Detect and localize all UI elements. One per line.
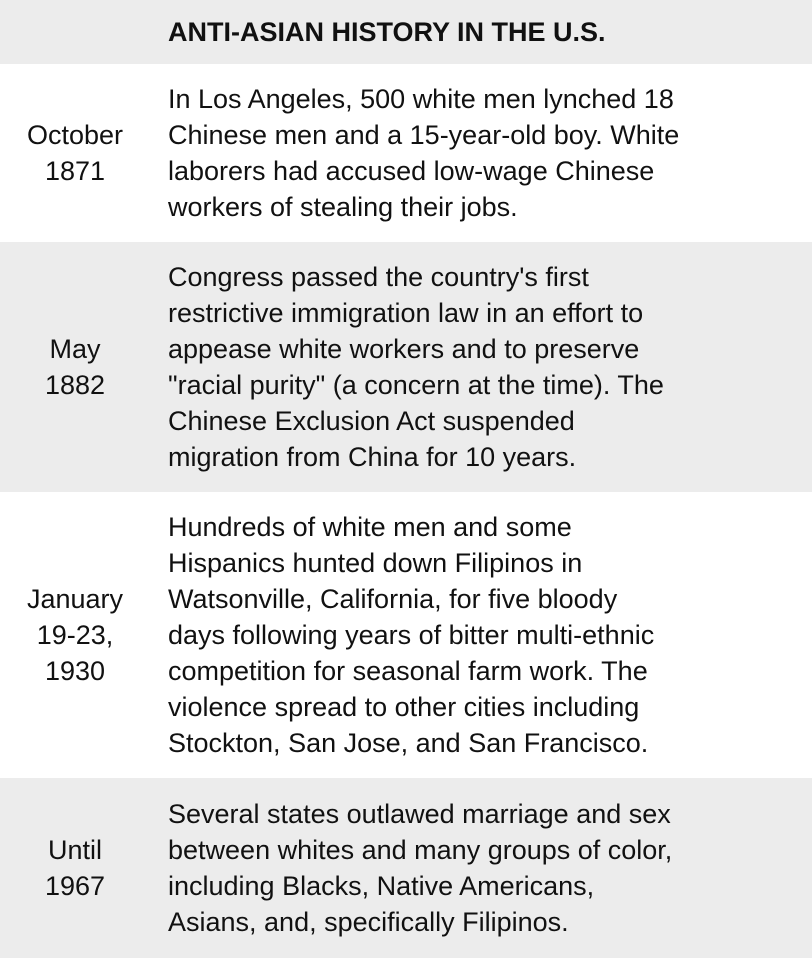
event-description-line: "racial purity" (a concern at the time). The [168,370,664,400]
event-description-line: Watsonville, California, for five bloody [168,584,618,614]
event-description [150,81,812,225]
event-date-line: 1967 [44,871,106,901]
event-description [150,796,812,940]
event-description-line: Stockton, San Jose, and San Francisco. [168,728,649,758]
event-description [150,509,812,761]
event-description-line: Hundreds of white men and some [168,512,572,542]
event-description-line: laborers had accused low-wage Chinese [168,156,655,186]
event-description-line: Several states outlawed marriage and sex [168,799,671,829]
table-row [0,242,812,492]
event-date-line: May [49,334,101,364]
event-description-line: competition for seasonal farm work. The [168,656,648,686]
table-row [0,778,812,958]
table-title: ANTI-ASIAN HISTORY IN THE U.S. [168,17,606,47]
event-date [0,117,150,189]
event-description-line: appease white workers and to preserve [168,334,640,364]
event-date [0,832,150,904]
event-description-line: workers of stealing their jobs. [168,192,518,222]
event-description-line: violence spread to other cities including [168,692,640,722]
event-date-line: January [26,584,124,614]
event-description-line: days following years of bitter multi-ethnic [168,620,655,650]
event-date-line: 1930 [44,656,106,686]
event-date [0,331,150,403]
event-description-line: Asians, and, specifically Filipinos. [168,907,569,937]
event-date-line: 1882 [44,370,106,400]
table-header-row [0,0,812,64]
event-description-line: Chinese men and a 15-year-old boy. White [168,120,680,150]
event-date [0,581,150,689]
event-date-line: Until [47,835,102,865]
event-description-line: migration from China for 10 years. [168,442,577,472]
event-description-line: Hispanics hunted down Filipinos in [168,548,583,578]
event-date-line: October [26,120,124,150]
table-row [0,492,812,778]
event-description-line: In Los Angeles, 500 white men lynched 18 [168,84,674,114]
event-description-line: Congress passed the country's first [168,262,589,292]
event-description-line: including Blacks, Native Americans, [168,871,595,901]
event-description-line: restrictive immigration law in an effort to [168,298,644,328]
event-description [150,259,812,475]
event-date-line: 19-23, [36,620,114,650]
table-row [0,64,812,242]
event-description-line: Chinese Exclusion Act suspended [168,406,575,436]
event-description-line: between whites and many groups of color, [168,835,673,865]
event-date-line: 1871 [44,156,106,186]
